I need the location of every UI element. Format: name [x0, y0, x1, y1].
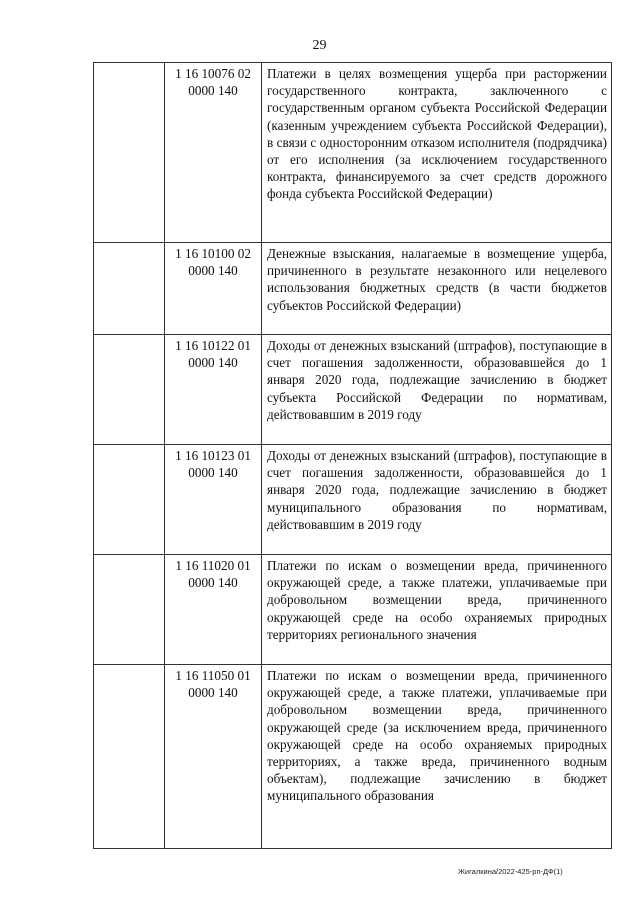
empty-cell: [94, 243, 165, 335]
description-cell: Денежные взыскания, налагаемые в возмещение ущерба, причиненного в результате незаконного или нецелевого использования бюджетных средств (в части бюджетов субъектов Российской Федерации): [262, 243, 612, 335]
empty-cell: [94, 63, 165, 243]
code-line: 0000 140: [188, 575, 238, 591]
table-row: [94, 335, 612, 445]
code-cell: [165, 445, 262, 555]
code-cell: [165, 243, 262, 335]
table-row: [94, 665, 612, 849]
income-codes-table: [93, 62, 612, 849]
description-cell: Платежи в целях возмещения ущерба при расторжении государственного контракта, заключенного с государственным органом субъекта Российской Федерации (казенным учреждением субъекта Российской Федерации), в связи с односторонним отказом исполнителя (подрядчика) от его исполнения (за исключением государственного контракта, финансируемого за счет средств дорожного фонда субъекта Российской Федерации): [262, 63, 612, 243]
empty-cell: [94, 445, 165, 555]
table-row: [94, 243, 612, 335]
code-line: 1 16 10076 02: [175, 66, 251, 81]
empty-cell: [94, 665, 165, 849]
document-footer-id: Жигалкина/2022-425-рп-ДФ(1): [458, 867, 563, 876]
code-line: 0000 140: [188, 685, 238, 701]
code-line: 0000 140: [188, 83, 238, 99]
table-row: [94, 63, 612, 243]
description-cell: Платежи по искам о возмещении вреда, причиненного окружающей среде, а также платежи, уплачиваемые при добровольном возмещении вреда, причиненного окружающей среде (за исключением вреда, причиненного окружающей среде на особо охраняемых природных территориях, а также вреда, причиненного водным объектам), подлежащие зачислению в бюджет муниципального образования: [262, 665, 612, 849]
description-cell: Доходы от денежных взысканий (штрафов), поступающие в счет погашения задолженности, образовавшейся до 1 января 2020 года, подлежащие зачислению в бюджет субъекта Российской Федерации по нормативам, действовавшим в 2019 году: [262, 335, 612, 445]
code-line: 1 16 11020 01: [175, 558, 251, 573]
description-cell: Платежи по искам о возмещении вреда, причиненного окружающей среде, а также платежи, уплачиваемые при добровольном возмещении вреда, причиненного окружающей среде на особо охраняемых природных территориях регионального значения: [262, 555, 612, 665]
page-number: 29: [312, 38, 327, 53]
code-cell: [165, 63, 262, 243]
code-line: 0000 140: [188, 465, 238, 481]
empty-cell: [94, 555, 165, 665]
code-cell: [165, 555, 262, 665]
code-cell: [165, 335, 262, 445]
code-line: 1 16 10122 01: [175, 338, 251, 353]
code-line: 0000 140: [188, 355, 238, 371]
table-row: [94, 555, 612, 665]
code-line: 1 16 10123 01: [175, 448, 251, 463]
description-cell: Доходы от денежных взысканий (штрафов), поступающие в счет погашения задолженности, образовавшейся до 1 января 2020 года, подлежащие зачислению в бюджет муниципального образования по нормативам, действовавшим в 2019 году: [262, 445, 612, 555]
code-line: 1 16 11050 01: [175, 668, 251, 683]
code-line: 0000 140: [188, 263, 238, 279]
table-row: [94, 445, 612, 555]
code-cell: [165, 665, 262, 849]
code-line: 1 16 10100 02: [175, 246, 251, 261]
empty-cell: [94, 335, 165, 445]
